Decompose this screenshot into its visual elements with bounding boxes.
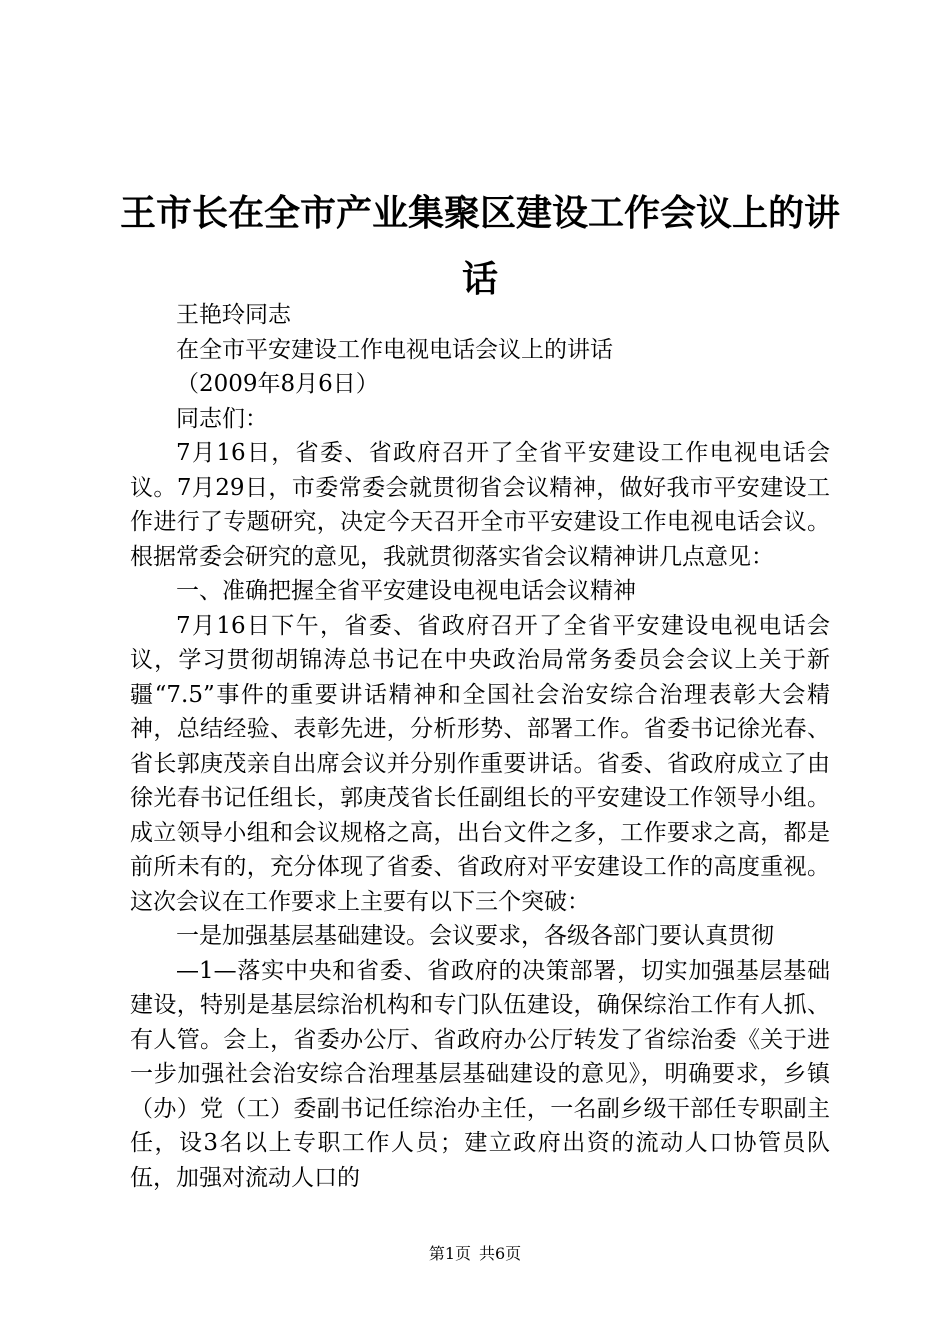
paragraph: 7月16日下午，省委、省政府召开了全省平安建设电视电话会议，学习贯彻胡锦涛总书记在中央政治局常务委员会会议上关于新疆“7.5”事件的重要讲话精神和全国社会治安综合治理表彰大会精神，总结经验、表彰先进，分析形势、部署工作。省委书记徐光春、省长郭庚茂亲自出席会议并分别作重要讲话。省委、省政府成立了由徐光春书记任组长，郭庚茂省长任副组长的平安建设工作领导小组。成立领导小组和会议规格之高，出台文件之多，工作要求之高，都是前所未有的，充分体现了省委、省政府对平安建设工作的高度重视。这次会议在工作要求上主要有以下三个突破： — [130, 612, 830, 915]
speech-date: （2009年8月6日） — [176, 371, 379, 397]
section-heading: 一、准确把握全省平安建设电视电话会议精神 — [176, 578, 636, 604]
title-line-1: 王市长在全市产业集聚区建设工作会议上的讲 — [120, 192, 841, 234]
paragraph: 一是加强基层基础建设。会议要求，各级各部门要认真贯彻 — [176, 923, 774, 949]
title-line-2: 话 — [461, 258, 498, 300]
page-number: 第1页 — [428, 1244, 471, 1263]
salutation: 同志们： — [176, 405, 268, 432]
document-body — [130, 298, 830, 1195]
document-title — [120, 180, 840, 312]
speech-subtitle: 在全市平安建设工作电视电话会议上的讲话 — [176, 336, 613, 363]
author-line: 王艳玲同志 — [176, 302, 291, 328]
page-total: 共6页 — [479, 1244, 522, 1263]
page-footer — [0, 1244, 950, 1264]
paragraph: 7月16日，省委、省政府召开了全省平安建设工作电视电话会议。7月29日，市委常委会就贯彻省会议精神，做好我市平安建设工作进行了专题研究，决定今天召开全市平安建设工作电视电话会议。根据常委会研究的意见，我就贯彻落实省会议精神讲几点意见： — [130, 440, 830, 570]
paragraph: —1—落实中央和省委、省政府的决策部署，切实加强基层基础建设，特别是基层综治机构和专门队伍建设，确保综治工作有人抓、有人管。会上，省委办公厅、省政府办公厅转发了省综治委《关于进一步加强社会治安综合治理基层基础建设的意见》，明确要求，乡镇（办）党（工）委副书记任综治办主任，一名副乡级干部任专职副主任，设3名以上专职工作人员；建立政府出资的流动人口协管员队伍，加强对流动人口的 — [130, 957, 830, 1191]
